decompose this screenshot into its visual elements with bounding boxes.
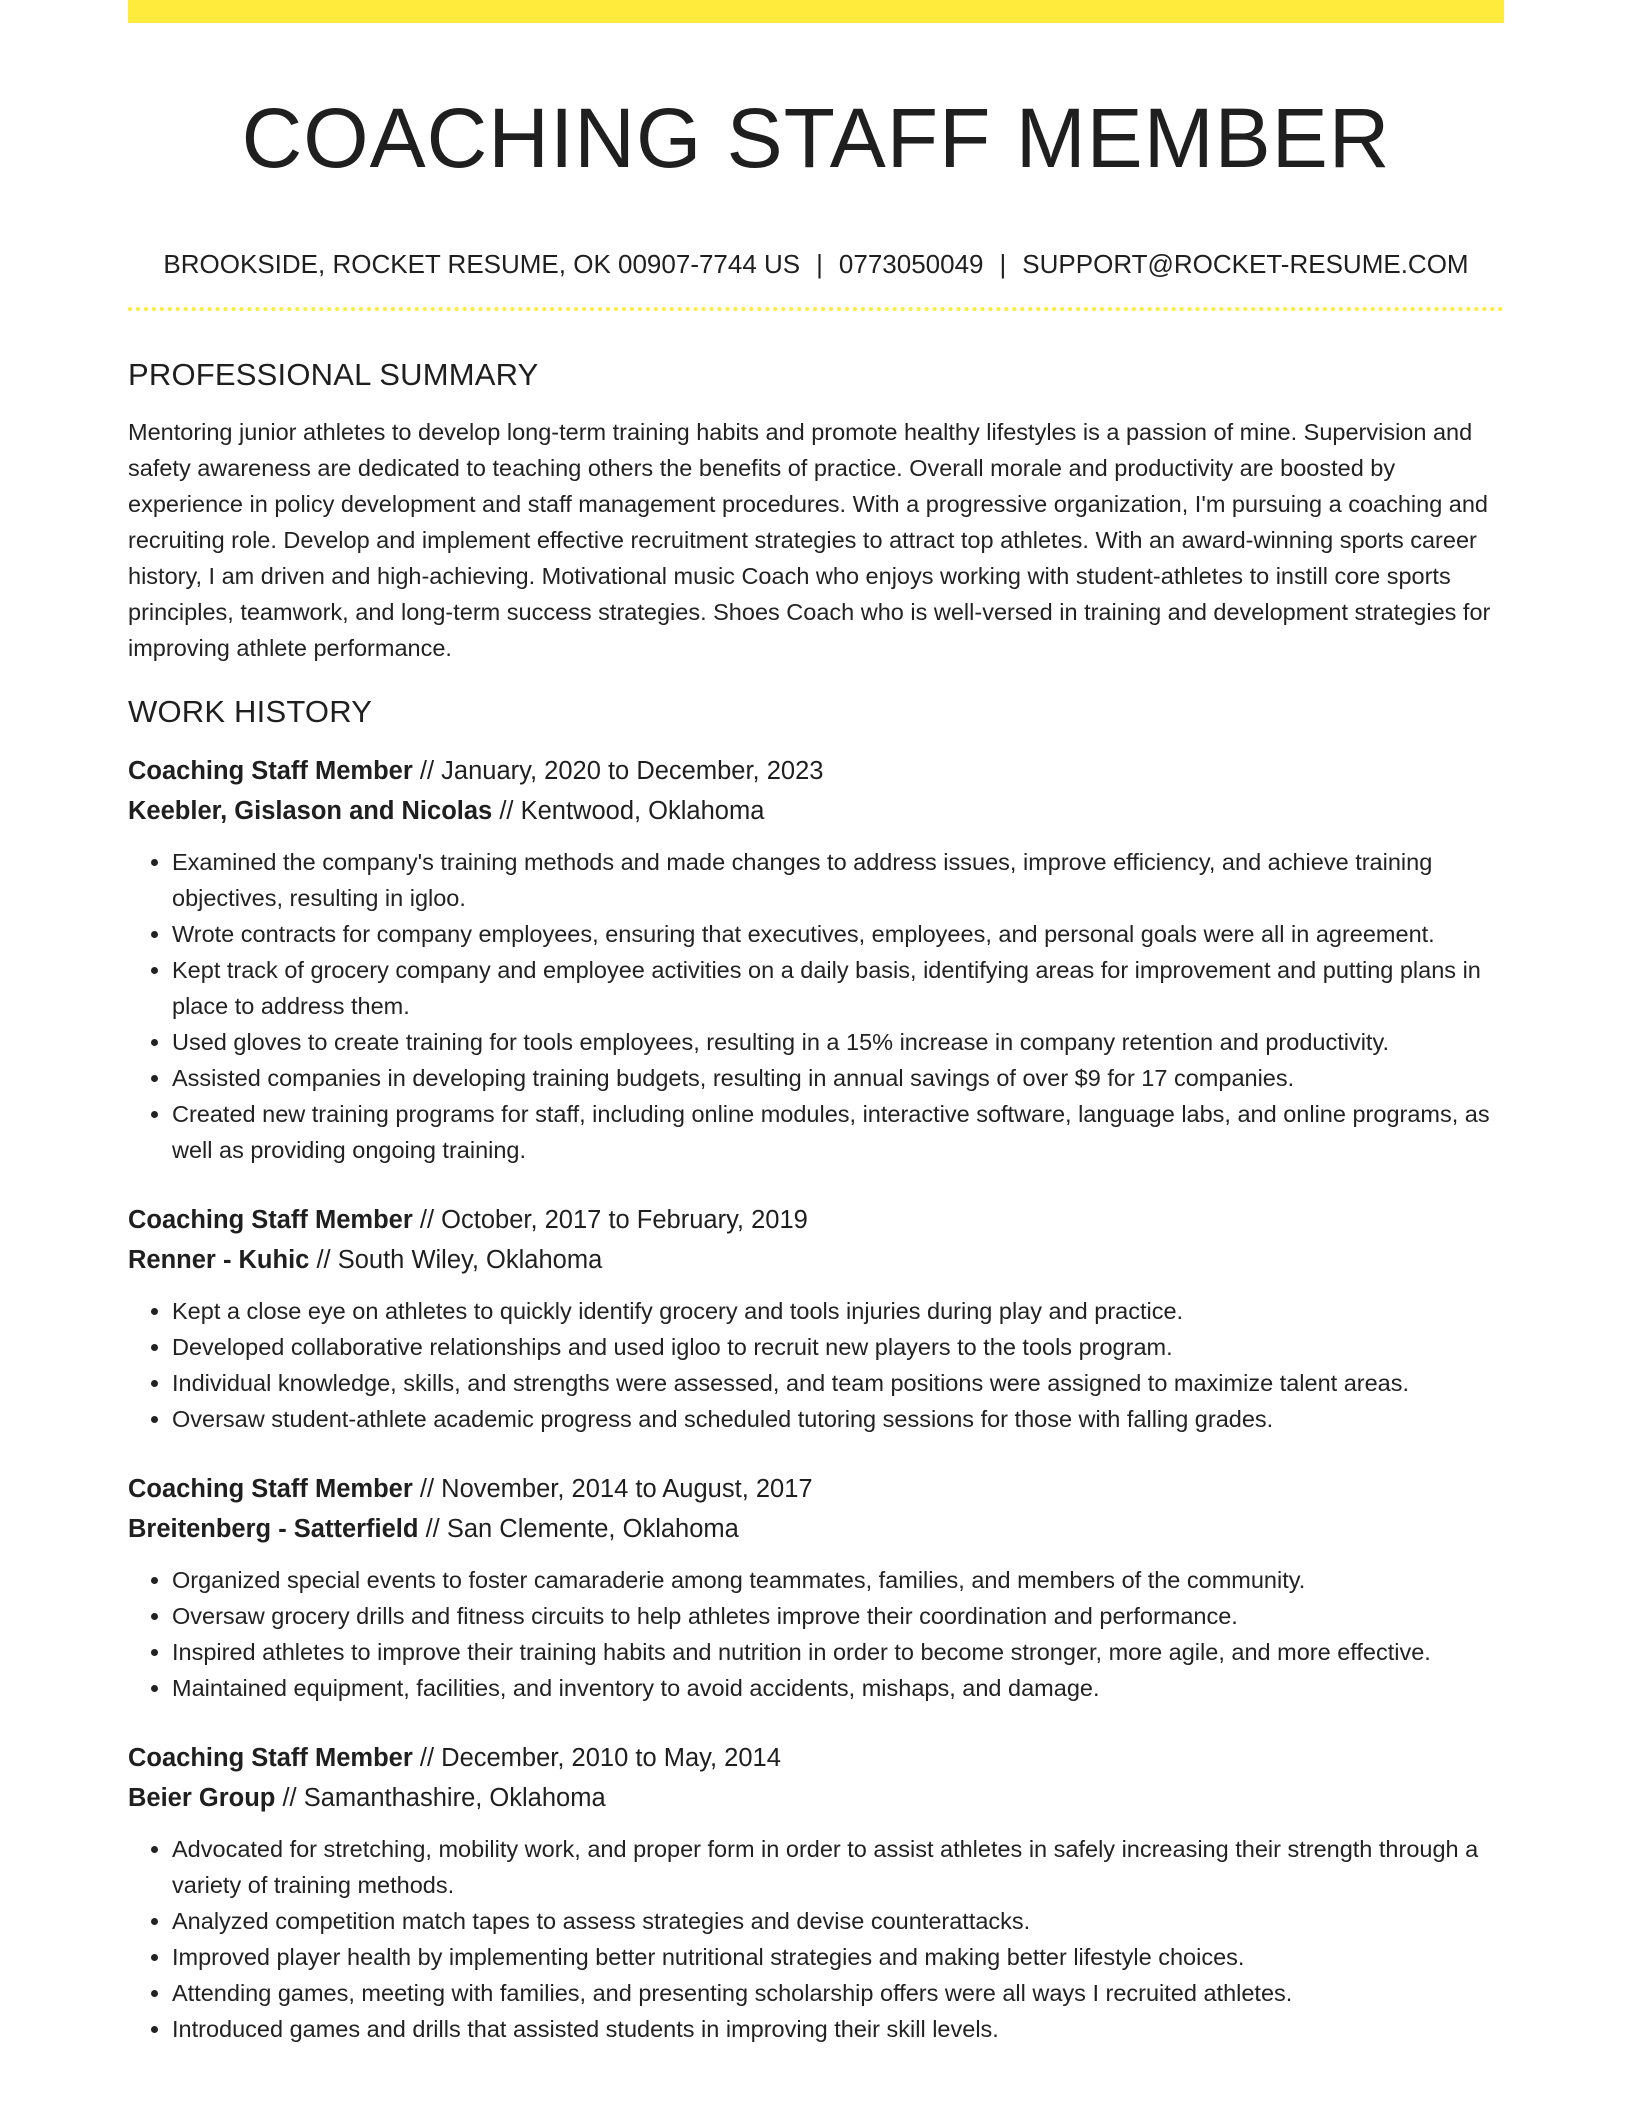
bullet-item: • Examined the company's training methods and made changes to address issues, improve efficiency, and achieve training objectives, resulting in igloo. (172, 844, 1504, 916)
job-company-line (128, 1241, 1504, 1281)
bullet-item: • Kept track of grocery company and employee activities on a daily basis, identifying areas for improvement and putting plans in place to address them. (172, 952, 1504, 1024)
job-company-line (128, 1779, 1504, 1819)
job-dates: January, 2020 to December, 2023 (441, 757, 824, 785)
job-dates: December, 2010 to May, 2014 (441, 1744, 781, 1772)
job-separator: // (282, 1783, 297, 1812)
work-history-title: WORK HISTORY (128, 694, 373, 729)
summary-title: PROFESSIONAL SUMMARY (128, 357, 539, 392)
job-separator: // (419, 1744, 435, 1772)
job-title-line (128, 1201, 1504, 1241)
job-separator: // (419, 1206, 435, 1234)
contact-separator: | (999, 249, 1007, 279)
contact-separator: | (816, 249, 823, 279)
job-role: Coaching Staff Member (128, 1475, 413, 1503)
bullet-item: • Kept a close eye on athletes to quickly identify grocery and tools injuries during play and practice. (172, 1293, 1504, 1329)
contact-email: SUPPORT@ROCKET-RESUME.COM (1022, 249, 1469, 279)
resume-name: COACHING STAFF MEMBER (241, 91, 1391, 185)
job-bullets (128, 844, 1504, 1168)
job-location: San Clemente, Oklahoma (446, 1514, 739, 1543)
job-company-line (128, 1510, 1504, 1550)
bullet-item: • Wrote contracts for company employees, ensuring that executives, employees, and personal goals were all in agreement. (172, 916, 1504, 952)
job-separator: // (425, 1514, 440, 1543)
job-company-line (128, 792, 1504, 832)
bullet-item: • Introduced games and drills that assisted students in improving their skill levels. (172, 2011, 1504, 2047)
bullet-item: • Developed collaborative relationships and used igloo to recruit new players to the tools program. (172, 1329, 1504, 1365)
job-title-line (128, 1739, 1504, 1779)
bullet-item: • Individual knowledge, skills, and strengths were assessed, and team positions were assigned to maximize talent areas. (172, 1365, 1504, 1401)
bullet-item: • Created new training programs for staff, including online modules, interactive software, language labs, and online programs, as well as providing ongoing training. (172, 1096, 1504, 1168)
bullet-item: • Advocated for stretching, mobility work, and proper form in order to assist athletes in safely increasing their strength through a variety of training methods. (172, 1831, 1504, 1903)
bullet-item: • Used gloves to create training for tools employees, resulting in a 15% increase in company retention and productivity. (172, 1024, 1504, 1060)
job-company: Renner - Kuhic (128, 1245, 310, 1274)
job-separator: // (316, 1245, 331, 1274)
contact-line (128, 248, 1504, 280)
job-dates: October, 2017 to February, 2019 (441, 1206, 808, 1234)
resume-page (128, 0, 1504, 2047)
bullet-item: • Assisted companies in developing training budgets, resulting in annual savings of over $9 for 17 companies. (172, 1060, 1504, 1096)
bullet-item: • Maintained equipment, facilities, and inventory to avoid accidents, mishaps, and damage. (172, 1670, 1504, 1706)
job-separator: // (499, 796, 514, 825)
job-entry (128, 1739, 1504, 2047)
bullet-item: • Improved player health by implementing better nutritional strategies and making better lifestyle choices. (172, 1939, 1504, 1975)
job-separator: // (419, 757, 435, 785)
job-role: Coaching Staff Member (128, 757, 413, 785)
job-bullets (128, 1562, 1504, 1706)
job-company: Keebler, Gislason and Nicolas (128, 796, 493, 825)
bullet-item: • Oversaw grocery drills and fitness circuits to help athletes improve their coordination and performance. (172, 1598, 1504, 1634)
bullet-item: • Inspired athletes to improve their training habits and nutrition in order to become stronger, more agile, and more effective. (172, 1634, 1504, 1670)
job-title-line (128, 1470, 1504, 1510)
job-location: Samanthashire, Oklahoma (303, 1783, 606, 1812)
bullet-item: • Organized special events to foster camaraderie among teammates, families, and members of the community. (172, 1562, 1504, 1598)
job-location: South Wiley, Oklahoma (337, 1245, 603, 1274)
bullet-item: • Oversaw student-athlete academic progress and scheduled tutoring sessions for those with falling grades. (172, 1401, 1504, 1437)
job-entry (128, 1470, 1504, 1706)
job-role: Coaching Staff Member (128, 1206, 413, 1234)
job-separator: // (419, 1475, 435, 1503)
job-company: Beier Group (128, 1783, 276, 1812)
job-bullets (128, 1831, 1504, 2047)
contact-address: BROOKSIDE, ROCKET RESUME, OK 00907-7744 US (163, 249, 801, 279)
job-company: Breitenberg - Satterfield (128, 1514, 419, 1543)
top-accent-bar (128, 0, 1504, 23)
job-bullets (128, 1293, 1504, 1437)
bullet-item: • Analyzed competition match tapes to assess strategies and devise counterattacks. (172, 1903, 1504, 1939)
job-entry (128, 752, 1504, 1168)
dotted-divider (128, 307, 1504, 311)
summary-text: Mentoring junior athletes to develop long-term training habits and promote healthy lifestyles is a passion of mine. Supervision and safety awareness are dedicated to teaching others the benefits of practice. Overall morale and productivity are boosted by experience in policy development and staff management procedures. With a progressive organization, I'm pursuing a coaching and recruiting role. Develop and implement effective recruitment strategies to attract top athletes. With an award-winning sports career history, I am driven and high-achieving. Motivational music Coach who enjoys working with student-athletes to instill core sports principles, teamwork, and long-term success strategies. Shoes Coach who is well-versed in training and development strategies for improving athlete performance. (128, 419, 1491, 661)
job-role: Coaching Staff Member (128, 1744, 413, 1772)
job-title-line (128, 752, 1504, 792)
job-entry (128, 1201, 1504, 1437)
contact-phone: 0773050049 (838, 249, 984, 279)
bullet-item: • Attending games, meeting with families, and presenting scholarship offers were all ways I recruited athletes. (172, 1975, 1504, 2011)
job-location: Kentwood, Oklahoma (520, 796, 765, 825)
job-dates: November, 2014 to August, 2017 (441, 1475, 813, 1503)
